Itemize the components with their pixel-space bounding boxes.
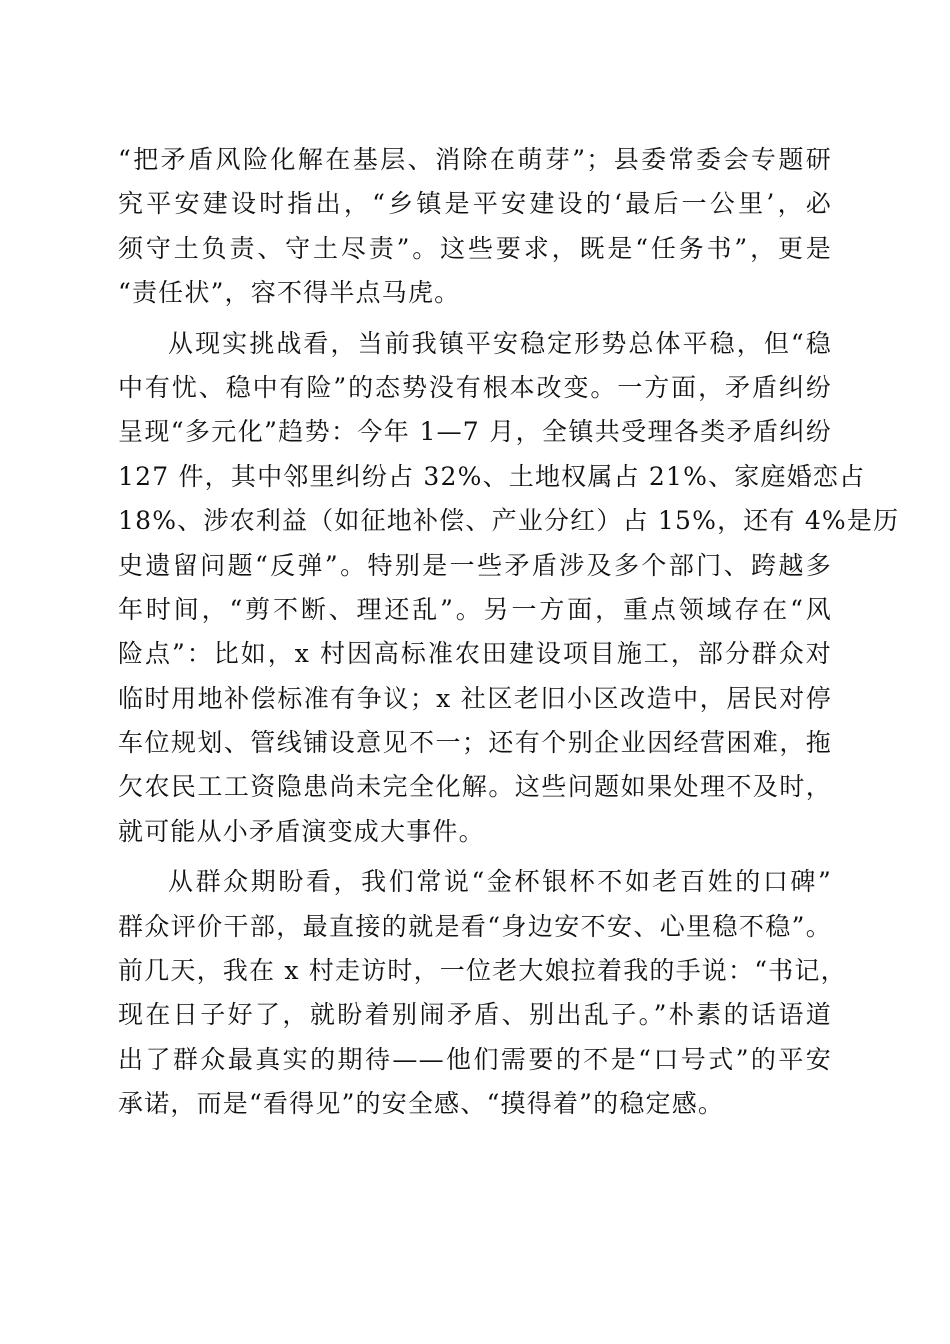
- text-line: “责任状”，容不得半点马虎。: [118, 278, 461, 308]
- text-line: 车位规划、管线铺设意见不一；还有个别企业因经营困难，拖: [118, 728, 832, 758]
- text-line: 临时用地补偿标准有争议；x 社区老旧小区改造中，居民对停: [118, 683, 832, 713]
- text-line: 中有忧、稳中有险”的态势没有根本改变。一方面，矛盾纠纷: [118, 372, 832, 402]
- text-line: 群众评价干部，最直接的就是看“身边安不安、心里稳不稳”。: [118, 911, 832, 941]
- paragraph-3: [118, 860, 847, 1126]
- text-line: 现在日子好了，就盼着别闹矛盾、别出乱子。”朴素的话语道: [118, 1000, 832, 1030]
- text-line: 呈现“多元化”趋势：今年 1—7 月，全镇共受理各类矛盾纠纷: [118, 417, 832, 447]
- text-line: 127 件，其中邻里纠纷占 32%、土地权属占 21%、家庭婚恋占: [118, 461, 866, 491]
- text-line: 欠农民工工资隐患尚未完全化解。这些问题如果处理不及时，: [118, 772, 832, 802]
- text-line: 年时间，“剪不断、理还乱”。另一方面，重点领域存在“风: [118, 594, 832, 624]
- paragraph-1: [118, 138, 832, 316]
- paragraph-2: [118, 322, 900, 855]
- text-line: 险点”：比如，x 村因高标准农田建设项目施工，部分群众对: [118, 639, 832, 669]
- text-line: 承诺，而是“看得见”的安全感、“摸得着”的稳定感。: [118, 1089, 725, 1119]
- text-line: 出了群众最真实的期待——他们需要的不是“口号式”的平安: [118, 1044, 832, 1074]
- text-line: 就可能从小矛盾演变成大事件。: [118, 816, 485, 846]
- text-line: “把矛盾风险化解在基层、消除在萌芽”；县委常委会专题研: [118, 145, 832, 174]
- text-line: 须守土负责、守土尽责”。这些要求，既是“任务书”，更是: [118, 233, 832, 263]
- text-line: 前几天，我在 x 村走访时，一位老大娘拉着我的手说：“书记，: [118, 956, 847, 986]
- text-line: 从现实挑战看，当前我镇平安稳定形势总体平稳，但“稳: [168, 328, 832, 358]
- text-line: 史遗留问题“反弹”。特别是一些矛盾涉及多个部门、跨越多: [118, 550, 832, 580]
- text-line: 从群众期盼看，我们常说“金杯银杯不如老百姓的口碑”: [168, 867, 832, 897]
- document-body: [118, 138, 900, 1127]
- text-line: 究平安建设时指出，“乡镇是平安建设的‘最后一公里’，必: [118, 189, 832, 219]
- text-line: 18%、涉农利益（如征地补偿、产业分红）占 15%，还有 4%是历: [118, 506, 900, 536]
